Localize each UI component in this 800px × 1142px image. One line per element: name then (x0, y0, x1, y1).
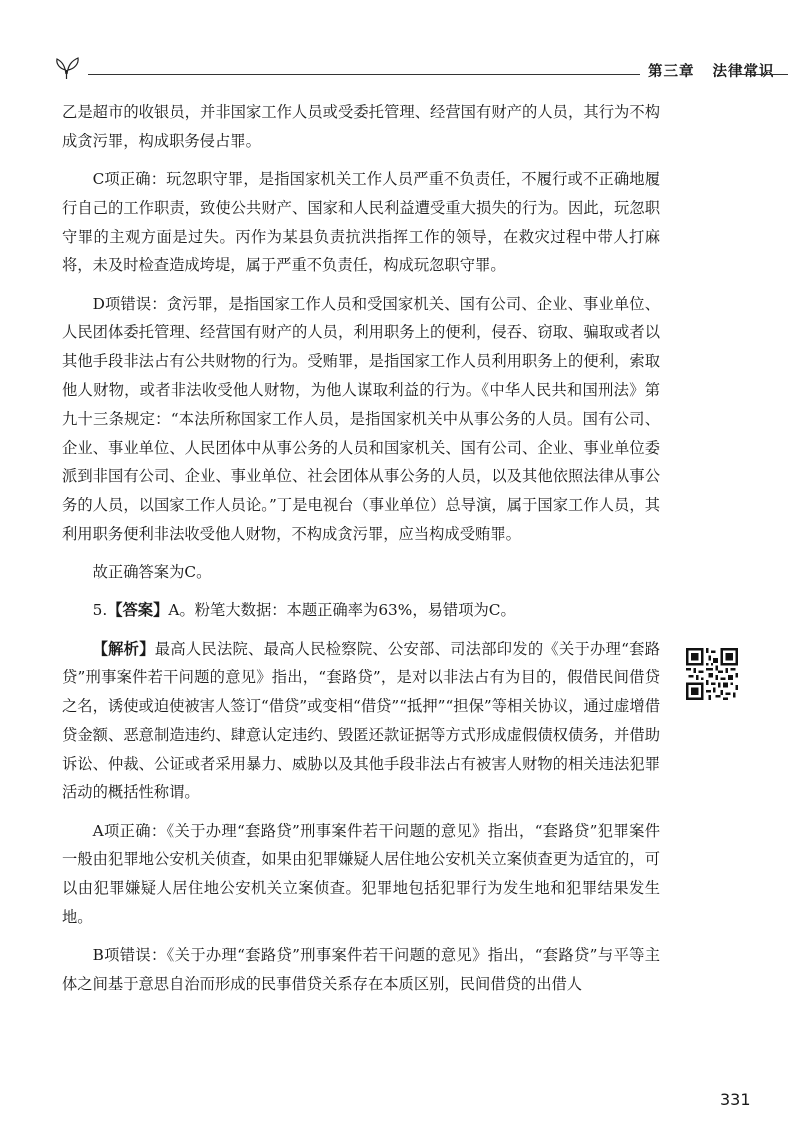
qr-code-icon[interactable] (686, 648, 738, 700)
paragraph: 故正确答案为C。 (92, 563, 212, 582)
paragraph: B项错误：《关于办理“套路贷”刑事案件若干问题的意见》指出，“套路贷”与平等主体之间基于意思自治而形成的民事借贷关系存在本质区别，民间借贷的出借人 (62, 946, 660, 994)
analysis-paragraph (62, 635, 660, 808)
paragraph: 乙是超市的收银员，并非国家工作人员或受委托管理、经营国有财产的人员，其行为不构成贪污罪，构成职务侵占罪。 (62, 103, 660, 150)
page-header (52, 50, 788, 86)
section-title: 法律常识 (712, 64, 775, 80)
header-rule (88, 74, 640, 75)
paragraph: C项正确：玩忽职守罪，是指国家机关工作人员严重不负责任，不履行或不正确地履行自己的工作职责，致使公共财产、国家和人民利益遭受重大损失的行为。因此，玩忽职守罪的主观方面是过失。丙作为某县负责抗洪指挥工作的领导，在救灾过程中带人打麻将，未及时检查造成垮堤，属于严重不负责任，构成玩忽职守罪。 (62, 169, 660, 275)
answer-paragraph (62, 596, 660, 625)
chapter-title (648, 60, 775, 81)
paragraph: A项正确：《关于办理“套路贷”刑事案件若干问题的意见》指出，“套路贷”犯罪案件一般由犯罪地公安机关侦查，如果由犯罪嫌疑人居住地公安机关立案侦查更为适宜的，可以由犯罪嫌疑人居住地公安机关立案侦查。犯罪地包括犯罪行为发生地和犯罪结果发生地。 (62, 821, 660, 927)
analysis-text: 最高人民法院、最高人民检察院、公安部、司法部印发的《关于办理“套路贷”刑事案件若干问题的意见》指出，“套路贷”，是对以非法占有为目的，假借民间借贷之名，诱使或迫使被害人签订“借贷”或变相“借贷”“抵押”“担保”等相关协议，通过虚增借贷金额、恶意制造违约、肆意认定违约、毁匿还款证据等方式形成虚假债权债务，并借助诉讼、仲裁、公证或者采用暴力、威胁以及其他手段非法占有被害人财物的相关违法犯罪活动的概括性称谓。 (62, 639, 660, 802)
answer-text: A。粉笔大数据：本题正确率为63%，易错项为C。 (168, 601, 516, 620)
page-number: 331 (720, 1090, 751, 1109)
analysis-tag: 【解析】 (92, 639, 155, 658)
body-text (62, 98, 660, 1008)
sprout-leaf-icon (52, 50, 88, 80)
answer-tag: 【答案】 (107, 601, 169, 620)
chapter-number: 第三章 (648, 64, 695, 80)
header-rule-tail (736, 74, 788, 75)
paragraph: D项错误：贪污罪，是指国家工作人员和受国家机关、国有公司、企业、事业单位、人民团体委托管理、经营国有财产的人员，利用职务上的便利，侵吞、窃取、骗取或者以其他手段非法占有公共财物的行为。受贿罪，是指国家工作人员利用职务上的便利，索取他人财物，或者非法收受他人财物，为他人谋取利益的行为。《中华人民共和国刑法》第九十三条规定：“本法所称国家工作人员，是指国家机关中从事公务的人员。国有公司、企业、事业单位、人民团体中从事公务的人员和国家机关、国有公司、企业、事业单位委派到非国有公司、企业、事业单位、社会团体从事公务的人员，以及其他依照法律从事公务的人员，以国家工作人员论。”丁是电视台（事业单位）总导演，属于国家工作人员，其利用职务便利非法收受他人财物，不构成贪污罪，应当构成受贿罪。 (62, 294, 660, 543)
question-number: 5. (92, 601, 108, 620)
